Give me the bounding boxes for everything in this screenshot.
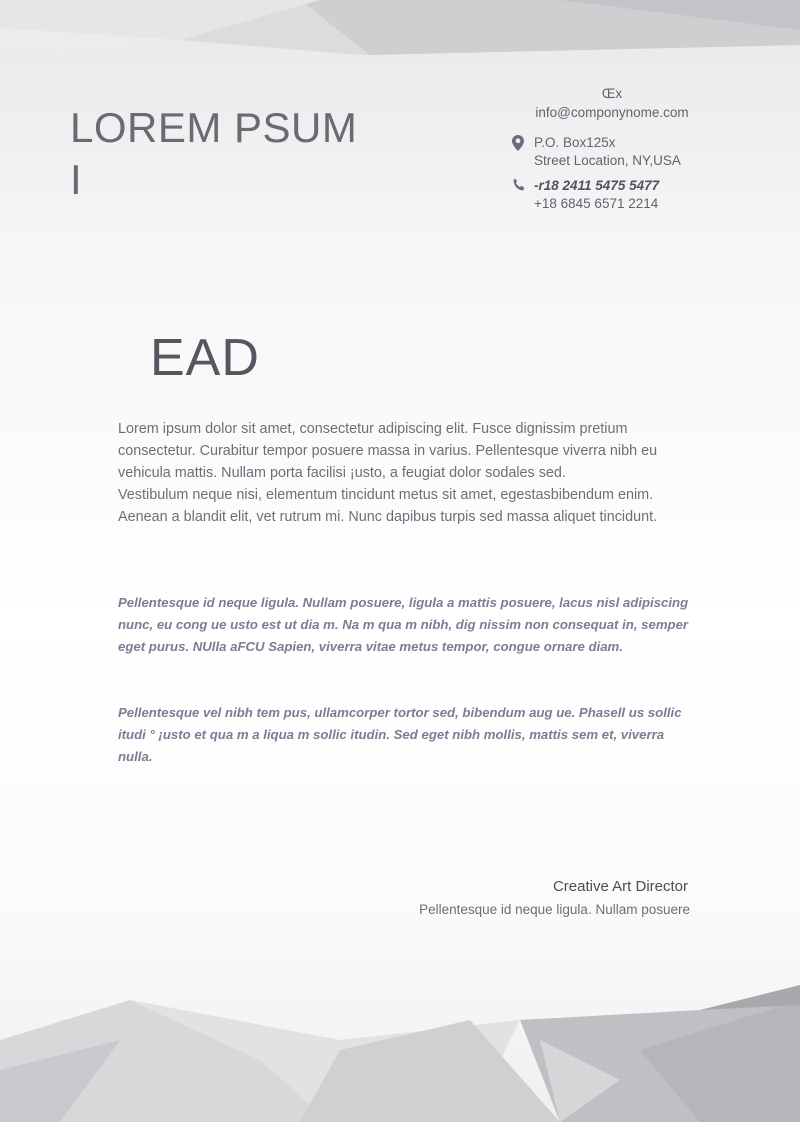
logo-line1: LOREM PSUM — [70, 104, 358, 151]
contact-address — [512, 134, 752, 170]
quote-paragraph-2: Pellentesque vel nibh tem pus, ullamcorper tortor sed, bibendum aug ue. Phasell us sollic itudi ° ¡usto et qua m a liqua m sollic itudin. Sed eget nibh mollis, mattis sem et, viverra nulla. — [118, 705, 682, 764]
signature-subtitle: Pellentesque id neque ligula. Nullam posuere — [419, 902, 690, 917]
page-heading: EAD — [150, 329, 260, 387]
phone1[interactable]: -r18 2411 5475 5477 — [534, 178, 660, 193]
quote-paragraph-1: Pellentesque id neque ligula. Nullam posuere, ligula a mattis posuere, lacus nisl adipiscing nunc, eu cong ue usto est ut dia m. Na m qua m nibh, dig nissim non consequat in, semper eget purus. NUlla aFCU Sapien, viverra vitae metus tempor, congue ornare diam. — [118, 595, 689, 654]
contact-phone — [512, 177, 752, 213]
body-text — [118, 418, 688, 528]
contact-top-label: Œx — [601, 86, 623, 101]
body-paragraph-1: Lorem ipsum dolor sit amet, consectetur adipiscing elit. Fusce dignissim pretium consectetur. Curabitur tempor posuere massa in varius. Pellentesque viverra nibh eu vehicula mattis. Nullam porta facilisi ¡usto, a feugiat dolor sodales sed. — [118, 421, 658, 481]
body-paragraph-2: Vestibulum neque nisi, elementum tincidunt metus sit amet, egestasbibendum enim. Aenean a blandit elit, vet rutrum mi. Nunc dapibus turpis sed massa aliquet tincidunt. — [118, 487, 658, 525]
contact-email[interactable]: info@componynome.com — [535, 105, 689, 120]
signature-title: Creative Art Director — [552, 878, 688, 895]
logo-line2: I — [70, 156, 83, 203]
address-line2: Street Location, NY,USA — [534, 153, 681, 168]
logo — [70, 102, 357, 206]
phone2[interactable]: +18 6845 6571 2214 — [534, 196, 659, 211]
contact-email-block — [512, 84, 712, 122]
location-pin-icon — [512, 134, 534, 170]
phone-icon — [512, 177, 534, 213]
address-line1: P.O. Box125x — [534, 135, 616, 150]
